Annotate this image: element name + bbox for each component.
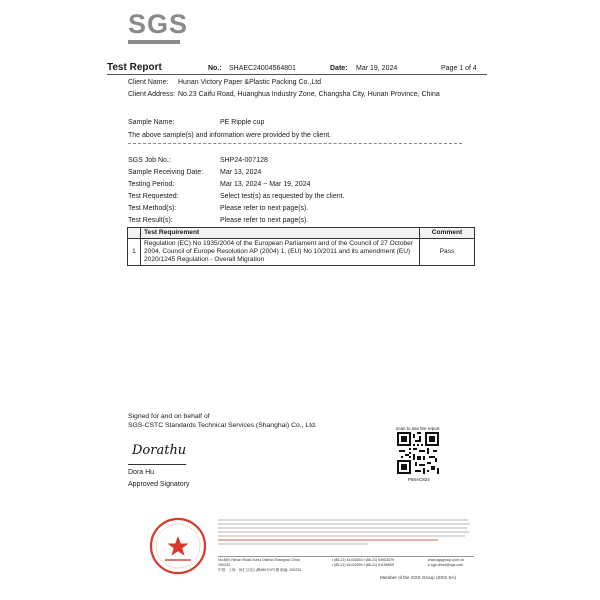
report-date-label: Date: bbox=[330, 65, 348, 72]
client-name-value: Hunan Victory Paper &Plastic Packing Co.,Ltd bbox=[178, 79, 322, 86]
table-row bbox=[128, 239, 475, 266]
signed-on-behalf bbox=[128, 412, 317, 430]
report-title: Test Report bbox=[107, 62, 162, 73]
client-address-value: No.23 Caifu Road, Huanghua Industry Zone, Changsha City, Hunan Province, China bbox=[178, 91, 440, 98]
signature-script: Dorathu bbox=[132, 443, 187, 458]
footer-address-cn: 中国 · 上海 · 徐汇区宜山路889号3号楼 邮编: 200233 bbox=[218, 568, 302, 572]
info-label-receiving: Sample Receiving Date: bbox=[128, 169, 204, 176]
fine-print-line bbox=[218, 531, 469, 533]
qr-code-id: P56AC824 bbox=[408, 477, 430, 482]
info-label-requested: Test Requested: bbox=[128, 193, 179, 200]
footer-member: Member of the SGS Group (SGS SA) bbox=[380, 575, 457, 580]
report-date-value: Mar 19, 2024 bbox=[356, 65, 398, 72]
disclaimer-fine-print bbox=[218, 519, 473, 552]
info-label-period: Testing Period: bbox=[128, 181, 175, 188]
footer-website[interactable]: www.sgsgroup.com.cn bbox=[428, 558, 464, 562]
signature-line bbox=[128, 464, 186, 465]
test-requirement-table bbox=[127, 227, 475, 266]
footer-email[interactable]: e sgs.china@sgs.com bbox=[428, 563, 464, 567]
info-label-result: Test Result(s): bbox=[128, 217, 173, 224]
sample-name-label: Sample Name: bbox=[128, 119, 175, 126]
footer-contact bbox=[332, 558, 422, 568]
footer-address-en: No.889,Yishan Road Xuhui District,Shanghai China 200233 bbox=[218, 558, 300, 567]
qr-code-icon bbox=[397, 432, 439, 474]
report-no-label: No.: bbox=[208, 65, 222, 72]
info-label-method: Test Method(s): bbox=[128, 205, 177, 212]
table-cell-requirement: Regulation (EC) No 1935/2004 of the European Parliament and of the Council of 27 October 2004, Council of Europe Resolution AP (2004) 1, (EU) No 10/2011 and its amendment (EU) 2020/1245 Regulation - Overall Migration bbox=[141, 239, 420, 266]
company-seal bbox=[148, 516, 208, 576]
fine-print-line bbox=[218, 519, 468, 521]
sgs-logo-underline bbox=[128, 40, 180, 44]
signed-line-1: Signed for and on behalf of bbox=[128, 413, 210, 420]
signatory-title: Approved Signatory bbox=[128, 481, 190, 488]
info-value-requested: Select test(s) as requested by the client. bbox=[220, 193, 345, 200]
table-header-no bbox=[128, 228, 141, 239]
sgs-logo-text: SGS bbox=[128, 9, 189, 39]
info-label-job: SGS Job No.: bbox=[128, 157, 171, 164]
fine-print-line bbox=[218, 527, 467, 529]
client-name-label: Client Name: bbox=[128, 79, 169, 86]
handwritten-signature bbox=[130, 439, 190, 459]
sample-name-value: PE Ripple cup bbox=[220, 119, 265, 126]
seal-icon bbox=[148, 516, 208, 576]
page-number: Page 1 of 4 bbox=[441, 65, 477, 72]
signatory-name: Dora Hu bbox=[128, 469, 155, 476]
footer-address bbox=[218, 558, 308, 573]
sgs-logo bbox=[128, 9, 189, 45]
info-value-job: SHP24-007128 bbox=[220, 157, 268, 164]
fine-print-warning-line bbox=[218, 539, 438, 541]
info-value-method: Please refer to next page(s). bbox=[220, 205, 309, 212]
footer-web bbox=[428, 558, 476, 568]
fine-print-line bbox=[218, 543, 368, 545]
sample-note: The above sample(s) and information were provided by the client. bbox=[128, 132, 332, 139]
table-header-row bbox=[128, 228, 475, 239]
client-address-label: Client Address: bbox=[128, 91, 176, 98]
signed-line-2: SGS-CSTC Standards Technical Services (Shanghai) Co., Ltd. bbox=[128, 422, 317, 429]
table-cell-comment: Pass bbox=[420, 239, 475, 266]
info-value-result: Please refer to next page(s). bbox=[220, 217, 309, 224]
table-cell-no: 1 bbox=[128, 239, 141, 266]
qr-caption: scan to see the report bbox=[396, 426, 440, 431]
info-value-receiving: Mar 13, 2024 bbox=[220, 169, 262, 176]
footer-tel-cn: t (86-21) 61402594 f (86-21) 61156899 bbox=[332, 563, 394, 567]
table-header-comment: Comment bbox=[420, 228, 475, 239]
header-divider bbox=[107, 74, 487, 75]
report-no-value: SHAEC24004564801 bbox=[229, 65, 296, 72]
table-header-requirement: Test Requirement bbox=[141, 228, 420, 239]
dashed-divider bbox=[128, 143, 462, 144]
signature-graphic bbox=[130, 439, 190, 459]
fine-print-line bbox=[218, 535, 465, 537]
footer-divider bbox=[218, 556, 474, 557]
qr-code[interactable] bbox=[397, 432, 439, 474]
info-value-period: Mar 13, 2024 ~ Mar 19, 2024 bbox=[220, 181, 311, 188]
footer-tel: t (86-21) 61402553 f (86-21) 64953679 bbox=[332, 558, 395, 562]
fine-print-line bbox=[218, 523, 470, 525]
